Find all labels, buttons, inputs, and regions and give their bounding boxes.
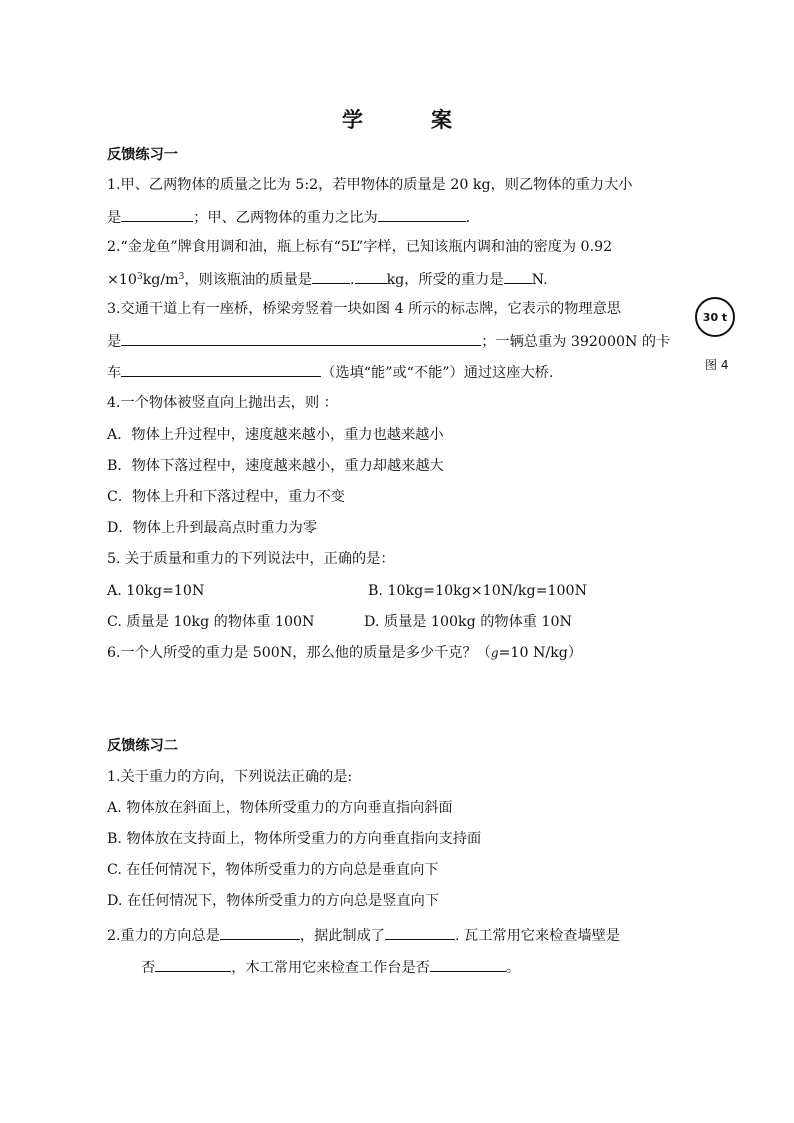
s1-q5-stem: 5. 关于质量和重力的下列说法中，正确的是： (107, 551, 395, 567)
s1-q3-text-b: ；一辆总重为 392000N 的卡 (481, 334, 671, 350)
s1-q5-option-c: C. 质量是 10kg 的物体重 100N (107, 614, 315, 630)
s1-q5-option-b: B. 10kg=10kg×10N/kg=100N (368, 583, 587, 599)
s1-q3-text-a: 是 (107, 334, 122, 350)
s1-q3-text-c: 车 (107, 365, 122, 381)
section2-heading: 反馈练习二 (107, 738, 178, 754)
s1-q4-option-a: A．物体上升过程中，速度越来越小，重力也越来越小 (107, 427, 444, 443)
title-char-2: 案 (431, 107, 452, 132)
s1-q4-stem: 4.一个物体被竖直向上抛出去，则 ： (107, 395, 338, 411)
s1-q1-text-a: 是 (107, 210, 122, 226)
s1-q6 (107, 643, 582, 663)
weight-limit-sign (695, 297, 735, 337)
s2-q1-option-b: B. 物体放在支持面上，物体所受重力的方向垂直指向支持面 (107, 831, 482, 847)
s1-q6-text-b: =10 N/kg） (498, 645, 583, 661)
answer-blank[interactable] (378, 206, 466, 222)
s1-q1-line2 (107, 206, 470, 228)
s1-q1-line1: 1.甲、乙两物体的质量之比为 5:2，若甲物体的质量是 20 kg，则乙物体的重力大小 (107, 177, 633, 193)
s1-q1-text-c: . (465, 210, 471, 226)
answer-blank[interactable] (155, 956, 231, 972)
s1-q2-line1: 2.“金龙鱼”牌食用调和油，瓶上标有“5L”字样，已知该瓶内调和油的密度为 0.92 (107, 239, 613, 255)
answer-blank[interactable] (121, 206, 193, 222)
s1-q3-line2 (107, 330, 670, 352)
s1-q5-option-d: D. 质量是 100kg 的物体重 10N (364, 614, 572, 630)
s1-q4-option-d: D．物体上升到最高点时重力为零 (107, 520, 318, 536)
s1-q1-text-b: ；甲、乙两物体的重力之比为 (193, 210, 378, 226)
s1-q2-text-b: kg/m (142, 272, 179, 288)
page-title (0, 104, 794, 134)
s2-q1-option-a: A. 物体放在斜面上，物体所受重力的方向垂直指向斜面 (107, 800, 453, 816)
exponent: 3 (136, 272, 143, 282)
s1-q5-option-a: A. 10kg=10N (107, 583, 205, 599)
s2-q1-option-c: C. 在任何情况下，物体所受重力的方向总是垂直向下 (107, 862, 439, 878)
s2-q1-option-d: D. 在任何情况下，物体所受重力的方向总是竖直向下 (107, 893, 440, 909)
s1-q2-text-d: . (350, 272, 355, 288)
answer-blank[interactable] (121, 361, 321, 377)
answer-blank[interactable] (430, 956, 506, 972)
s1-q2-text-e: kg，所受的重力是 (386, 272, 504, 288)
answer-blank[interactable] (121, 330, 481, 346)
s2-q2-text-b: ，据此制成了 (299, 928, 385, 944)
exponent: 3 (178, 272, 185, 282)
s1-q3-line3 (107, 361, 553, 383)
s2-q2-text-d: 否 (141, 960, 156, 976)
figure-label: 图 4 (705, 358, 729, 372)
s2-q2-line2 (141, 956, 520, 978)
gravity-symbol: g (490, 646, 499, 660)
answer-blank[interactable] (355, 268, 387, 284)
s2-q2-line1 (107, 924, 620, 946)
sign-text: 30 t (702, 310, 728, 324)
s1-q2-text-a: ×10 (107, 272, 137, 288)
answer-blank[interactable] (220, 924, 300, 940)
answer-blank[interactable] (312, 268, 350, 284)
s2-q2-text-c: . 瓦工常用它来检查墙壁是 (455, 928, 621, 944)
s1-q2-line2 (107, 268, 548, 290)
section1-heading: 反馈练习一 (107, 147, 178, 163)
s1-q3-line1: 3.交通干道上有一座桥，桥梁旁竖着一块如图 4 所示的标志牌，它表示的物理意思 (107, 301, 621, 317)
s2-q2-text-e: ，木工常用它来检查工作台是否 (231, 960, 430, 976)
s2-q2-text-a: 2.重力的方向总是 (107, 928, 220, 944)
s1-q3-text-d: （选填“能”或“不能”）通过这座大桥. (321, 365, 554, 381)
title-char-1: 学 (342, 107, 363, 132)
s1-q6-text-a: 6.一个人所受的重力是 500N，那么他的质量是多少千克？（ (107, 645, 491, 661)
s1-q2-text-f: N. (531, 272, 548, 288)
s1-q4-option-b: B．物体下落过程中，速度越来越小，重力却越来越大 (107, 458, 444, 474)
s2-q1-stem: 1.关于重力的方向，下列说法正确的是: (107, 769, 353, 785)
s2-q2-text-f: 。 (505, 960, 521, 976)
answer-blank[interactable] (385, 924, 455, 940)
s1-q4-option-c: C．物体上升和下落过程中，重力不变 (107, 489, 345, 505)
answer-blank[interactable] (504, 268, 532, 284)
s1-q2-text-c: ，则该瓶油的质量是 (184, 272, 313, 288)
